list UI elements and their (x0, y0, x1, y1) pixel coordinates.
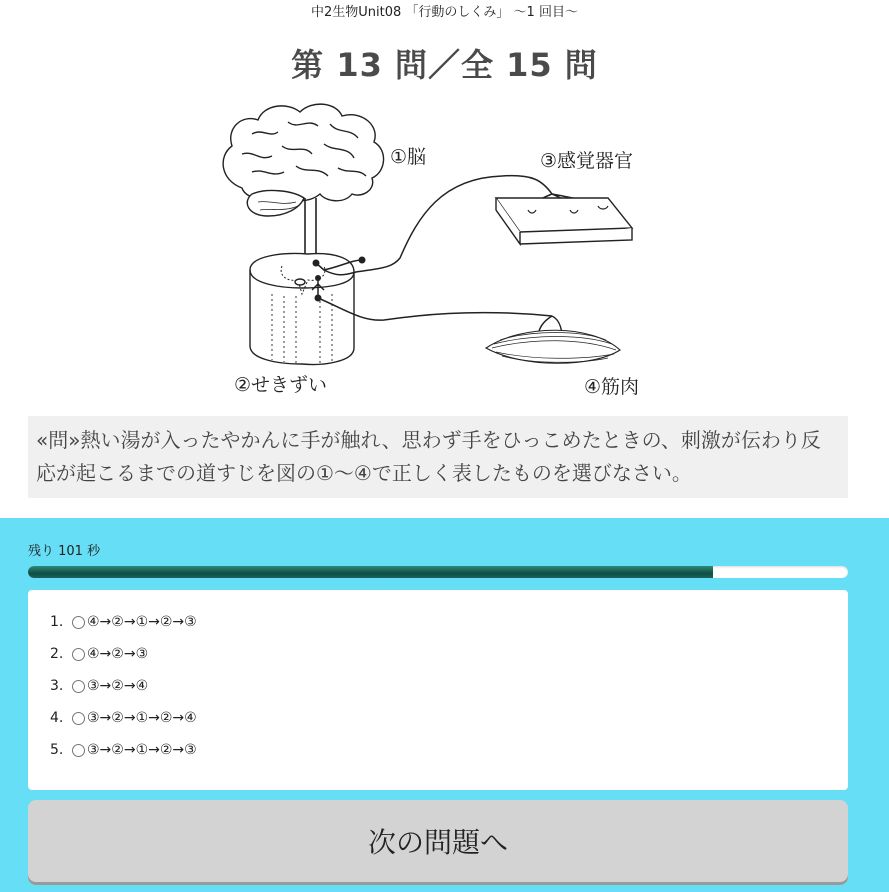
label-muscle: ④筋肉 (584, 376, 640, 398)
radio-icon[interactable] (72, 744, 85, 757)
radio-icon[interactable] (72, 712, 85, 725)
quiz-title: 中2生物Unit08 「行動のしくみ」 ～1 回目～ (311, 5, 578, 20)
radio-icon[interactable] (72, 616, 85, 629)
choice-number: 4. (50, 710, 64, 726)
question-counter: 第 13 問／全 15 問 (291, 46, 598, 84)
timer-progress-bar (28, 566, 848, 578)
choice-number: 5. (50, 742, 64, 758)
choice-number: 1. (50, 614, 64, 630)
choice-number: 2. (50, 646, 64, 662)
choice-label[interactable]: ④→②→③ (87, 646, 149, 662)
choice-option-1[interactable] (50, 606, 848, 638)
choice-number: 3. (50, 678, 64, 694)
label-spinal-cord: ②せきずい (234, 374, 328, 396)
choice-list (28, 590, 848, 790)
sense-organ-drawing (496, 198, 632, 244)
label-brain: ①脳 (390, 146, 427, 168)
choice-label[interactable]: ③→②→①→②→④ (87, 710, 197, 726)
reflex-diagram-drawing (212, 98, 664, 410)
choice-option-4[interactable] (50, 702, 848, 734)
reflex-diagram (212, 98, 664, 410)
question-text: «問»熱い湯が入ったやかんに手が触れ、思わず手をひっこめたときの、刺激が伝わり反応が起こるまでの道すじを図の①～④で正しく表したものを選びなさい。 (28, 416, 848, 498)
spinal-cord-drawing (250, 254, 354, 365)
choice-option-2[interactable] (50, 638, 848, 670)
muscle-drawing (486, 330, 620, 363)
choice-label[interactable]: ③→②→①→②→③ (87, 742, 197, 758)
label-sense-organ: ③感覚器官 (540, 150, 634, 172)
timer-text: 残り 101 秒 (28, 544, 101, 559)
choice-option-3[interactable] (50, 670, 848, 702)
radio-icon[interactable] (72, 648, 85, 661)
next-question-button[interactable]: 次の問題へ (28, 800, 848, 882)
choice-label[interactable]: ④→②→①→②→③ (87, 614, 197, 630)
brain-drawing (223, 104, 383, 216)
choice-option-5[interactable] (50, 734, 848, 766)
answer-panel (0, 518, 889, 892)
choice-label[interactable]: ③→②→④ (87, 678, 149, 694)
radio-icon[interactable] (72, 680, 85, 693)
timer-progress-fill (28, 566, 713, 578)
